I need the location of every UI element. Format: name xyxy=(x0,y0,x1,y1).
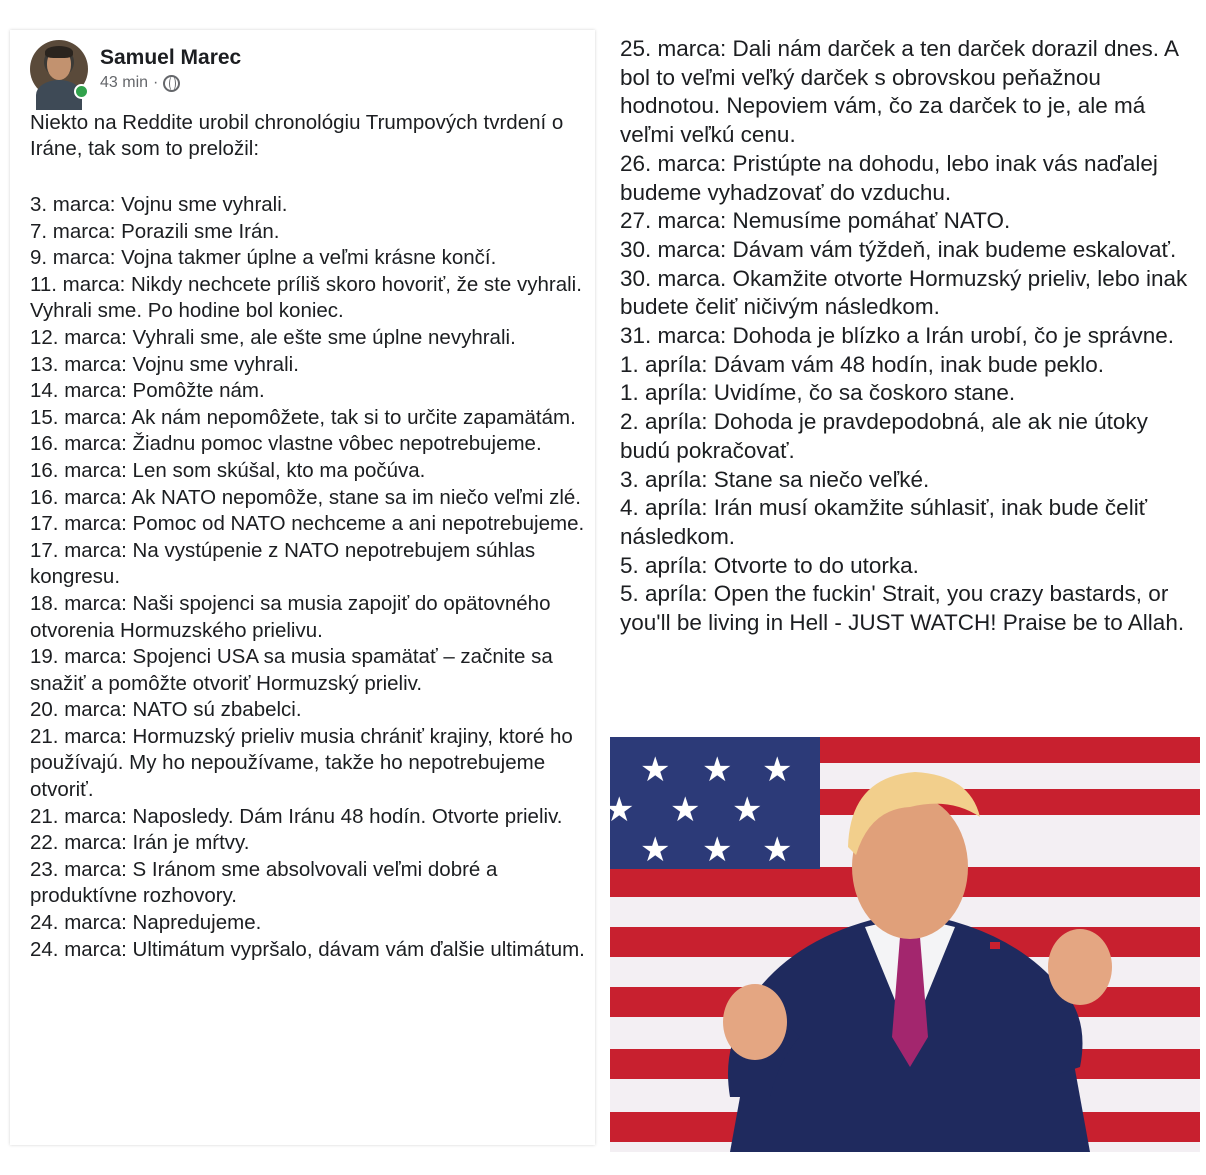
timeline-entry: 2. apríla: Dohoda je pravdepodobná, ale ak nie útoky budú pokračovať. xyxy=(620,409,1148,463)
avatar-hair xyxy=(45,46,73,58)
right-fist xyxy=(1048,929,1112,1005)
timeline-entry: 13. marca: Vojnu sme vyhrali. xyxy=(30,352,299,376)
timeline-entry: 23. marca: S Iránom sme absolvovali veľmi dobré a produktívne rozhovory. xyxy=(30,857,498,908)
timeline-entry: 24. marca: Napredujeme. xyxy=(30,911,262,935)
timeline-entry: 20. marca: NATO sú zbabelci. xyxy=(30,698,302,722)
timeline-entry: 4. apríla: Irán musí okamžite súhlasiť, inak bude čeliť následkom. xyxy=(620,495,1148,549)
timeline-entry: 16. marca: Ak NATO nepomôže, stane sa im niečo veľmi zlé. xyxy=(30,485,581,509)
timeline-entry: 24. marca: Ultimátum vypršalo, dávam vám ďalšie ultimátum. xyxy=(30,937,585,961)
post-intro: Niekto na Reddite urobil chronológiu Trumpových tvrdení o Iráne, tak som to preložil: xyxy=(30,111,564,160)
timeline-entry: 12. marca: Vyhrali sme, ale ešte sme úplne nevyhrali. xyxy=(30,325,516,349)
author-name[interactable]: Samuel Marec xyxy=(100,46,242,69)
timeline-entry: 7. marca: Porazili sme Irán. xyxy=(30,219,280,243)
globe-icon[interactable] xyxy=(163,75,180,92)
timeline-entry: 30. marca: Dávam vám týždeň, inak budeme eskalovať. xyxy=(620,236,1177,262)
timeline-entry: 27. marca: Nemusíme pomáhať NATO. xyxy=(620,208,1011,234)
timeline-entry: 1. apríla: Uvidíme, čo sa čoskoro stane. xyxy=(620,380,1016,406)
svg-text:★: ★ xyxy=(640,830,671,870)
timeline-entry: 9. marca: Vojna takmer úplne a veľmi krásne končí. xyxy=(30,246,497,270)
timeline-entry: 25. marca: Dali nám darček a ten darček dorazil dnes. A bol to veľmi veľký darček s obrovskou peňažnou hodnotou. Nepoviem vám, čo za darček to je, ale má veľmi veľkú cenu. xyxy=(620,36,1178,148)
svg-text:★: ★ xyxy=(762,750,793,790)
svg-text:★: ★ xyxy=(702,830,733,870)
photo-illustration xyxy=(604,737,1200,1152)
svg-text:★: ★ xyxy=(762,830,793,870)
svg-text:★: ★ xyxy=(604,790,635,830)
timeline-entry: 16. marca: Len som skúšal, kto ma počúva. xyxy=(30,458,426,482)
timeline-continuation xyxy=(620,35,1200,638)
timeline-entry: 5. apríla: Open the fuckin' Strait, you crazy bastards, or you'll be living in Hell - JUST WATCH! Praise be to Allah. xyxy=(620,581,1185,636)
timeline-entry: 30. marca. Okamžite otvorte Hormuzský prieliv, lebo inak budete čeliť ničivým následkom. xyxy=(620,265,1188,320)
post-photo[interactable] xyxy=(604,737,1200,1152)
timeline-entry: 17. marca: Pomoc od NATO nechceme a ani nepotrebujeme. xyxy=(30,512,585,536)
timeline-entry: 16. marca: Žiadnu pomoc vlastne vôbec nepotrebujeme. xyxy=(30,432,542,456)
timeline-entry: 15. marca: Ak nám nepomôžete, tak si to určite zapamätám. xyxy=(30,405,576,429)
timeline-entry: 17. marca: Na vystúpenie z NATO nepotrebujem súhlas kongresu. xyxy=(30,538,536,589)
online-status-icon xyxy=(74,84,89,99)
timeline-entry: 3. apríla: Stane sa niečo veľké. xyxy=(620,466,930,492)
post-header xyxy=(30,40,570,100)
svg-text:★: ★ xyxy=(640,750,671,790)
timeline-entry: 21. marca: Naposledy. Dám Iránu 48 hodín. Otvorte prieliv. xyxy=(30,804,563,828)
timeline-entry: 19. marca: Spojenci USA sa musia spamätať – začnite sa snažiť a pomôžte otvoriť Hormuzský prieliv. xyxy=(30,645,553,695)
timeline-list xyxy=(30,192,590,963)
timeline-entry: 18. marca: Naši spojenci sa musia zapojiť do opätovného otvorenia Hormuzského prielivu. xyxy=(30,591,551,642)
timeline-entry: 22. marca: Irán je mŕtvy. xyxy=(30,831,250,855)
meta-separator: · xyxy=(153,74,159,91)
timeline-entry: 5. apríla: Otvorte to do utorka. xyxy=(620,552,919,578)
timeline-entry: 14. marca: Pomôžte nám. xyxy=(30,379,265,403)
timeline-entry: 3. marca: Vojnu sme vyhrali. xyxy=(30,193,288,216)
svg-text:★: ★ xyxy=(670,790,701,830)
left-fist xyxy=(723,984,787,1060)
post-meta xyxy=(100,74,180,92)
timeline-entry: 31. marca: Dohoda je blízko a Irán urobí, čo je správne. xyxy=(620,323,1175,349)
timeline-entry: 11. marca: Nikdy nechcete príliš skoro hovoriť, že ste vyhrali. Vyhrali sme. Po hodine bol koniec. xyxy=(30,272,582,323)
svg-text:★: ★ xyxy=(732,790,763,830)
lapel-pin xyxy=(990,942,1000,949)
timeline-entry: 1. apríla: Dávam vám 48 hodín, inak bude peklo. xyxy=(620,351,1105,377)
post-time[interactable]: 43 min xyxy=(100,74,149,91)
svg-text:★: ★ xyxy=(702,750,733,790)
timeline-entry: 26. marca: Pristúpte na dohodu, lebo inak vás naďalej budeme vyhadzovať do vzduchu. xyxy=(620,150,1158,205)
timeline-entry: 21. marca: Hormuzský prieliv musia chrániť krajiny, ktoré ho používajú. My ho nepoužívame, takže ho nepotrebujeme otvoriť. xyxy=(30,724,573,802)
facebook-post xyxy=(10,30,595,1145)
